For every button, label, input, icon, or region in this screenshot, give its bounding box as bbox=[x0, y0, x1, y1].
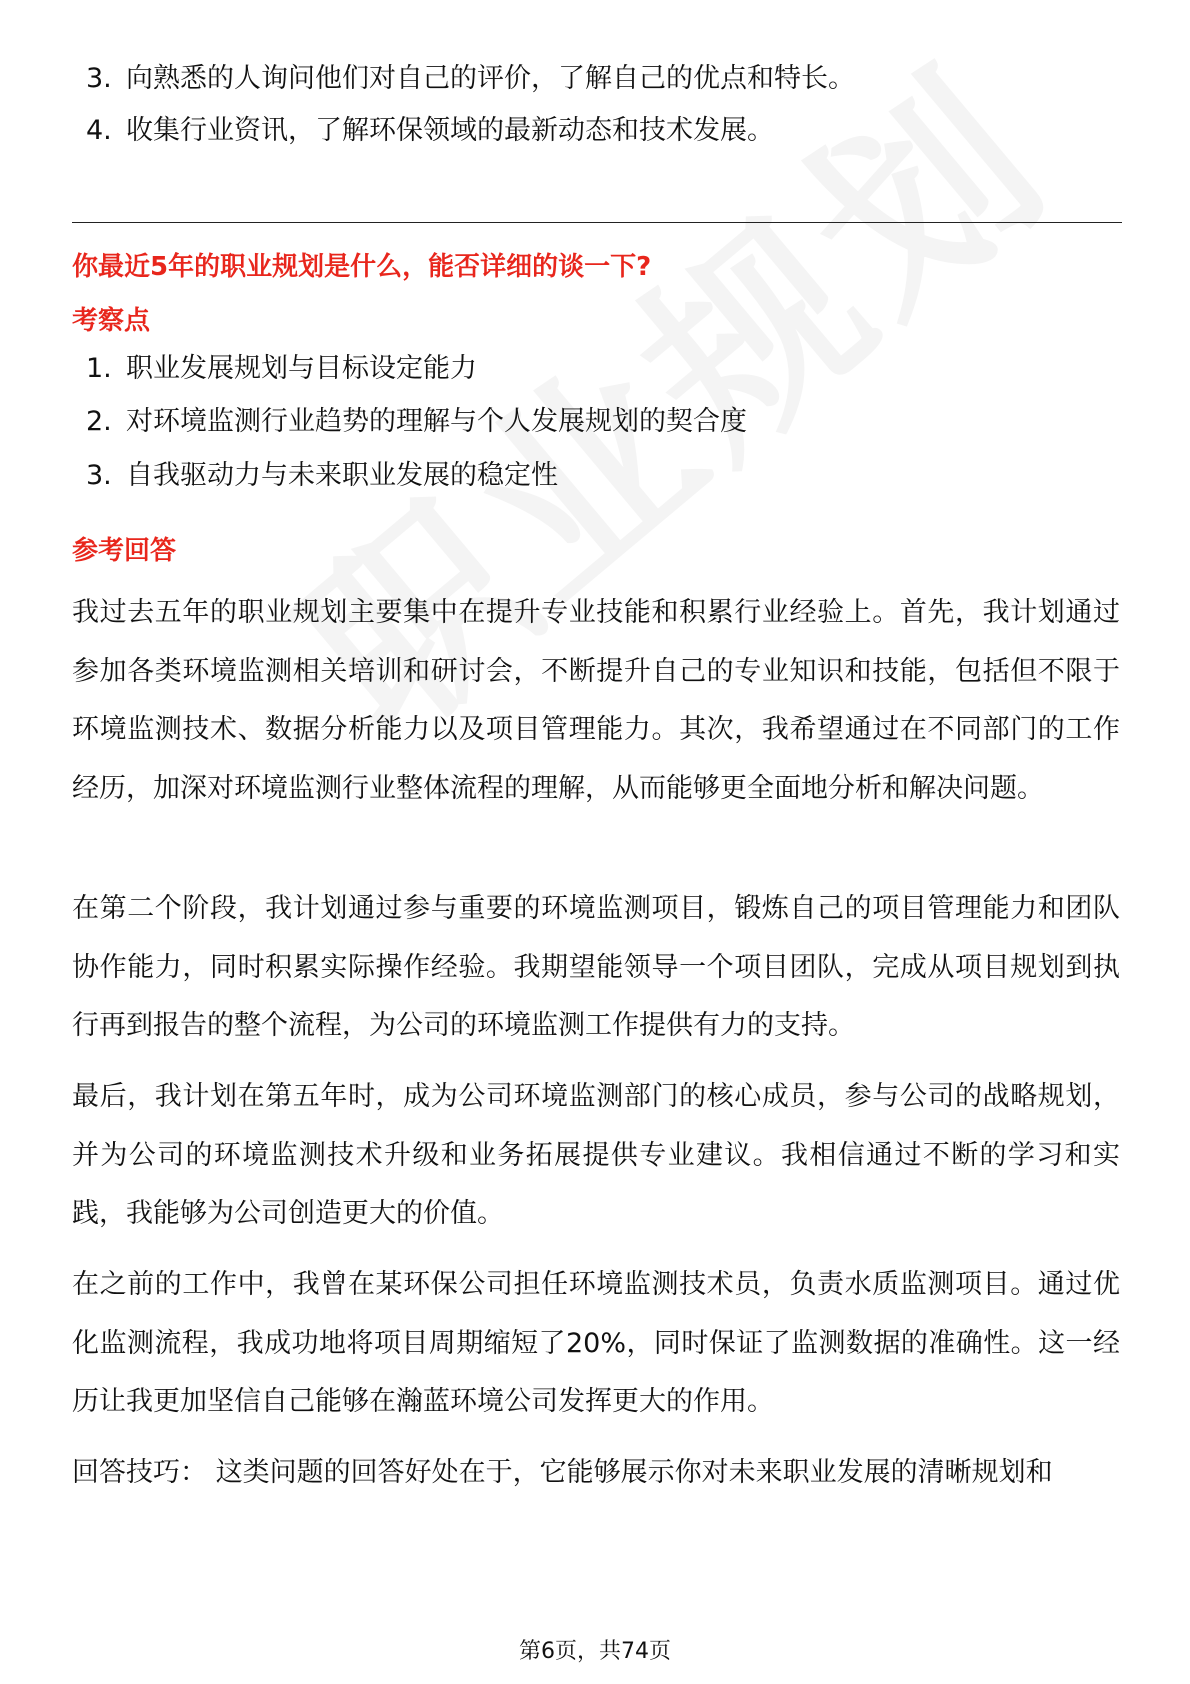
assessment-item bbox=[86, 459, 558, 493]
list-item-text: 向熟悉的人询问他们对自己的评价，了解自己的优点和特长。 bbox=[126, 63, 855, 94]
assessment-item bbox=[86, 352, 477, 386]
list-item bbox=[86, 62, 855, 96]
answer-heading: 参考回答 bbox=[72, 536, 177, 566]
question-heading: 你最近5年的职业规划是什么，能否详细的谈一下? bbox=[72, 252, 652, 282]
list-item-number: 3. bbox=[86, 460, 112, 491]
list-item-number: 2. bbox=[86, 406, 112, 437]
page-footer: 第6页，共74页 bbox=[519, 1639, 671, 1664]
list-item-text: 收集行业资讯，了解环保领域的最新动态和技术发展。 bbox=[126, 115, 774, 146]
list-item-number: 1. bbox=[86, 353, 112, 384]
answer-paragraph: 在之前的工作中，我曾在某环保公司担任环境监测技术员，负责水质监测项目。通过优化监测流程，我成功地将项目周期缩短了20%，同时保证了监测数据的准确性。这一经历让我更加坚信自己能够在瀚蓝环境公司发挥更大的作用。 bbox=[72, 1269, 1120, 1417]
assessment-item bbox=[86, 405, 747, 439]
section-divider bbox=[72, 222, 1122, 223]
list-item-number: 4. bbox=[86, 115, 112, 146]
answer-paragraph: 最后，我计划在第五年时，成为公司环境监测部门的核心成员，参与公司的战略规划，并为公司的环境监测技术升级和业务拓展提供专业建议。我相信通过不断的学习和实践，我能够为公司创造更大的价值。 bbox=[72, 1081, 1120, 1229]
assessment-heading: 考察点 bbox=[72, 306, 151, 336]
list-item-text: 自我驱动力与未来职业发展的稳定性 bbox=[126, 460, 558, 491]
answer-paragraph: 在第二个阶段，我计划通过参与重要的环境监测项目，锻炼自己的项目管理能力和团队协作能力，同时积累实际操作经验。我期望能领导一个项目团队，完成从项目规划到执行再到报告的整个流程，为公司的环境监测工作提供有力的支持。 bbox=[72, 893, 1120, 1041]
list-item-number: 3. bbox=[86, 63, 112, 94]
answer-tip: 回答技巧： 这类问题的回答好处在于，它能够展示你对未来职业发展的清晰规划和 bbox=[72, 1457, 1053, 1488]
list-item bbox=[86, 114, 774, 148]
answer-paragraph: 我过去五年的职业规划主要集中在提升专业技能和积累行业经验上。首先，我计划通过参加各类环境监测相关培训和研讨会，不断提升自己的专业知识和技能，包括但不限于环境监测技术、数据分析能力以及项目管理能力。其次，我希望通过在不同部门的工作经历，加深对环境监测行业整体流程的理解，从而能够更全面地分析和解决问题。 bbox=[72, 597, 1120, 804]
list-item-text: 对环境监测行业趋势的理解与个人发展规划的契合度 bbox=[126, 406, 747, 437]
list-item-text: 职业发展规划与目标设定能力 bbox=[126, 353, 477, 384]
